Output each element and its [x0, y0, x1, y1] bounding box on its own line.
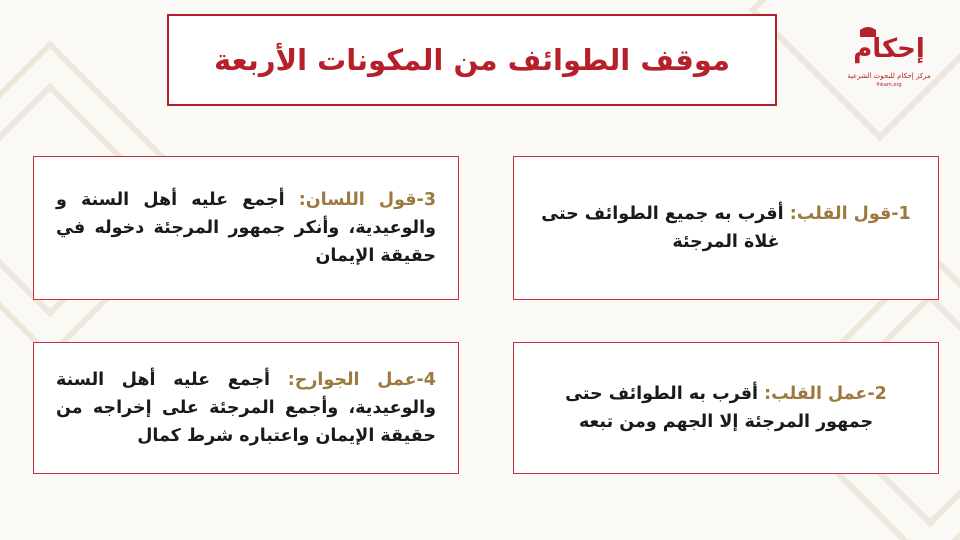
card-keyword: عمل الجوارح:	[287, 370, 417, 390]
card-number: 4-	[416, 370, 436, 390]
logo-domain: Ihkam.org	[876, 82, 902, 88]
card-text	[56, 366, 436, 450]
card-keyword: عمل القلب:	[764, 384, 868, 404]
logo	[846, 24, 932, 94]
card-body: أجمع عليه أهل السنة و والوعيدية، وأنكر جمهور المرجئة دخوله في حقيقة الإيمان	[56, 190, 436, 266]
card-body: أقرب به الطوائف حتى جمهور المرجئة إلا الجهم ومن تبعه	[565, 384, 874, 432]
card-number: 3-	[416, 190, 436, 210]
card-amal-al-jawarih	[33, 342, 459, 474]
title-box	[167, 14, 777, 106]
card-text	[536, 200, 916, 256]
card-qawl-al-qalb	[513, 156, 939, 300]
card-number: 2-	[867, 384, 887, 404]
page-title: موقف الطوائف من المكونات الأربعة	[213, 43, 731, 77]
card-number: 1-	[891, 204, 911, 224]
logo-name: إحكام	[853, 34, 925, 64]
card-keyword: قول اللسان:	[298, 190, 417, 210]
card-body: أجمع عليه أهل السنة والوعيدية، وأجمع المرجئة على إخراجه من حقيقة الإيمان واعتباره شرط كمال	[56, 370, 436, 446]
logo-subtitle: مركز إحكام للبحوث الشرعية	[847, 72, 931, 80]
card-body: أقرب به جميع الطوائف حتى غلاة المرجئة	[541, 204, 790, 252]
card-text	[536, 380, 916, 436]
card-amal-al-qalb	[513, 342, 939, 474]
card-keyword: قول القلب:	[789, 204, 892, 224]
card-qawl-al-lisan	[33, 156, 459, 300]
card-text	[56, 186, 436, 270]
